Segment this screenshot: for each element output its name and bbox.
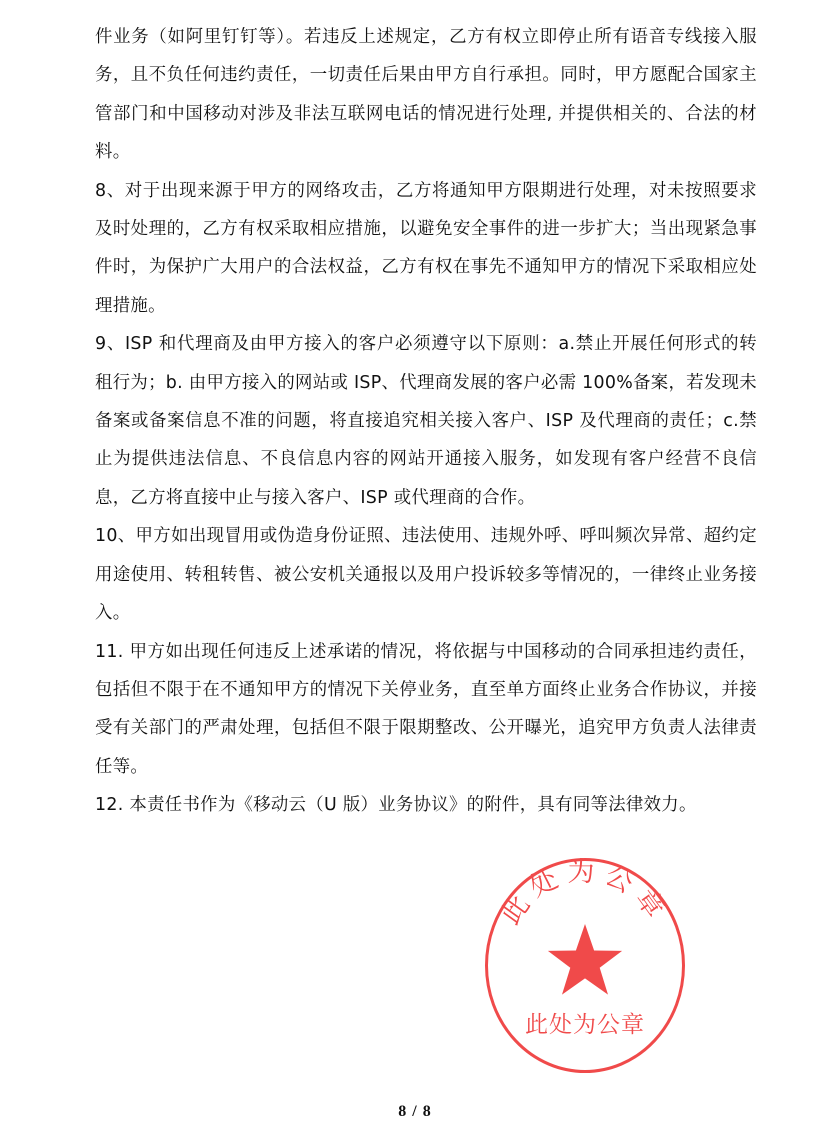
paragraph-clause-12: 12. 本责任书作为《移动云（U 版）业务协议》的附件，具有同等法律效力。 xyxy=(95,795,697,816)
seal-arc-text: 此处为公章 xyxy=(495,857,675,931)
paragraph-clause-10: 10、甲方如出现冒用或伪造身份证照、违法使用、违规外呼、呼叫频次异常、超约定用途使用、转租转售、被公安机关通报以及用户投诉较多等情况的，一律终止业务接入。 xyxy=(95,526,757,624)
document-body xyxy=(95,18,757,825)
paragraph-clause-11: 11. 甲方如出现任何违反上述承诺的情况，将依据与中国移动的合同承担违约责任，包括但不限于在不通知甲方的情况下关停业务，直至单方面终止业务合作协议，并接受有关部门的严肃处理，包括但不限于限期整改、公开曝光，追究甲方负责人法律责任等。 xyxy=(95,641,757,777)
seal-bottom-text: 此处为公章 xyxy=(525,1012,645,1038)
paragraph-continuation: 件业务（如阿里钉钉等）。若违反上述规定，乙方有权立即停止所有语音专线接入服务，且不负任何违约责任，一切责任后果由甲方自行承担。同时，甲方愿配合国家主管部门和中国移动对涉及非法互联网电话的情况进行处理, 并提供相关的、合法的材料。 xyxy=(95,27,757,163)
seal-star-icon xyxy=(548,924,622,995)
page-number: 8 / 8 xyxy=(398,1103,432,1120)
official-seal xyxy=(484,857,686,1074)
paragraph-clause-8: 8、对于出现来源于甲方的网络攻击，乙方将通知甲方限期进行处理，对未按照要求及时处理的，乙方有权采取相应措施，以避免安全事件的进一步扩大；当出现紧急事件时，为保护广大用户的合法权益，乙方有权在事先不通知甲方的情况下采取相应处理措施。 xyxy=(95,180,757,316)
paragraph-clause-9: 9、ISP 和代理商及由甲方接入的客户必须遵守以下原则：a.禁止开展任何形式的转租行为；b. 由甲方接入的网站或 ISP、代理商发展的客户必需 100%备案，若发现未备案或备案信息不准的问题，将直接追究相关接入客户、ISP 及代理商的责任；c.禁止为提供违法信息、不良信息内容的网站开通接入服务，如发现有客户经营不良信息，乙方将直接中止与接入客户、ISP 或代理商的合作。 xyxy=(95,334,757,508)
seal-graphic xyxy=(484,857,686,1074)
